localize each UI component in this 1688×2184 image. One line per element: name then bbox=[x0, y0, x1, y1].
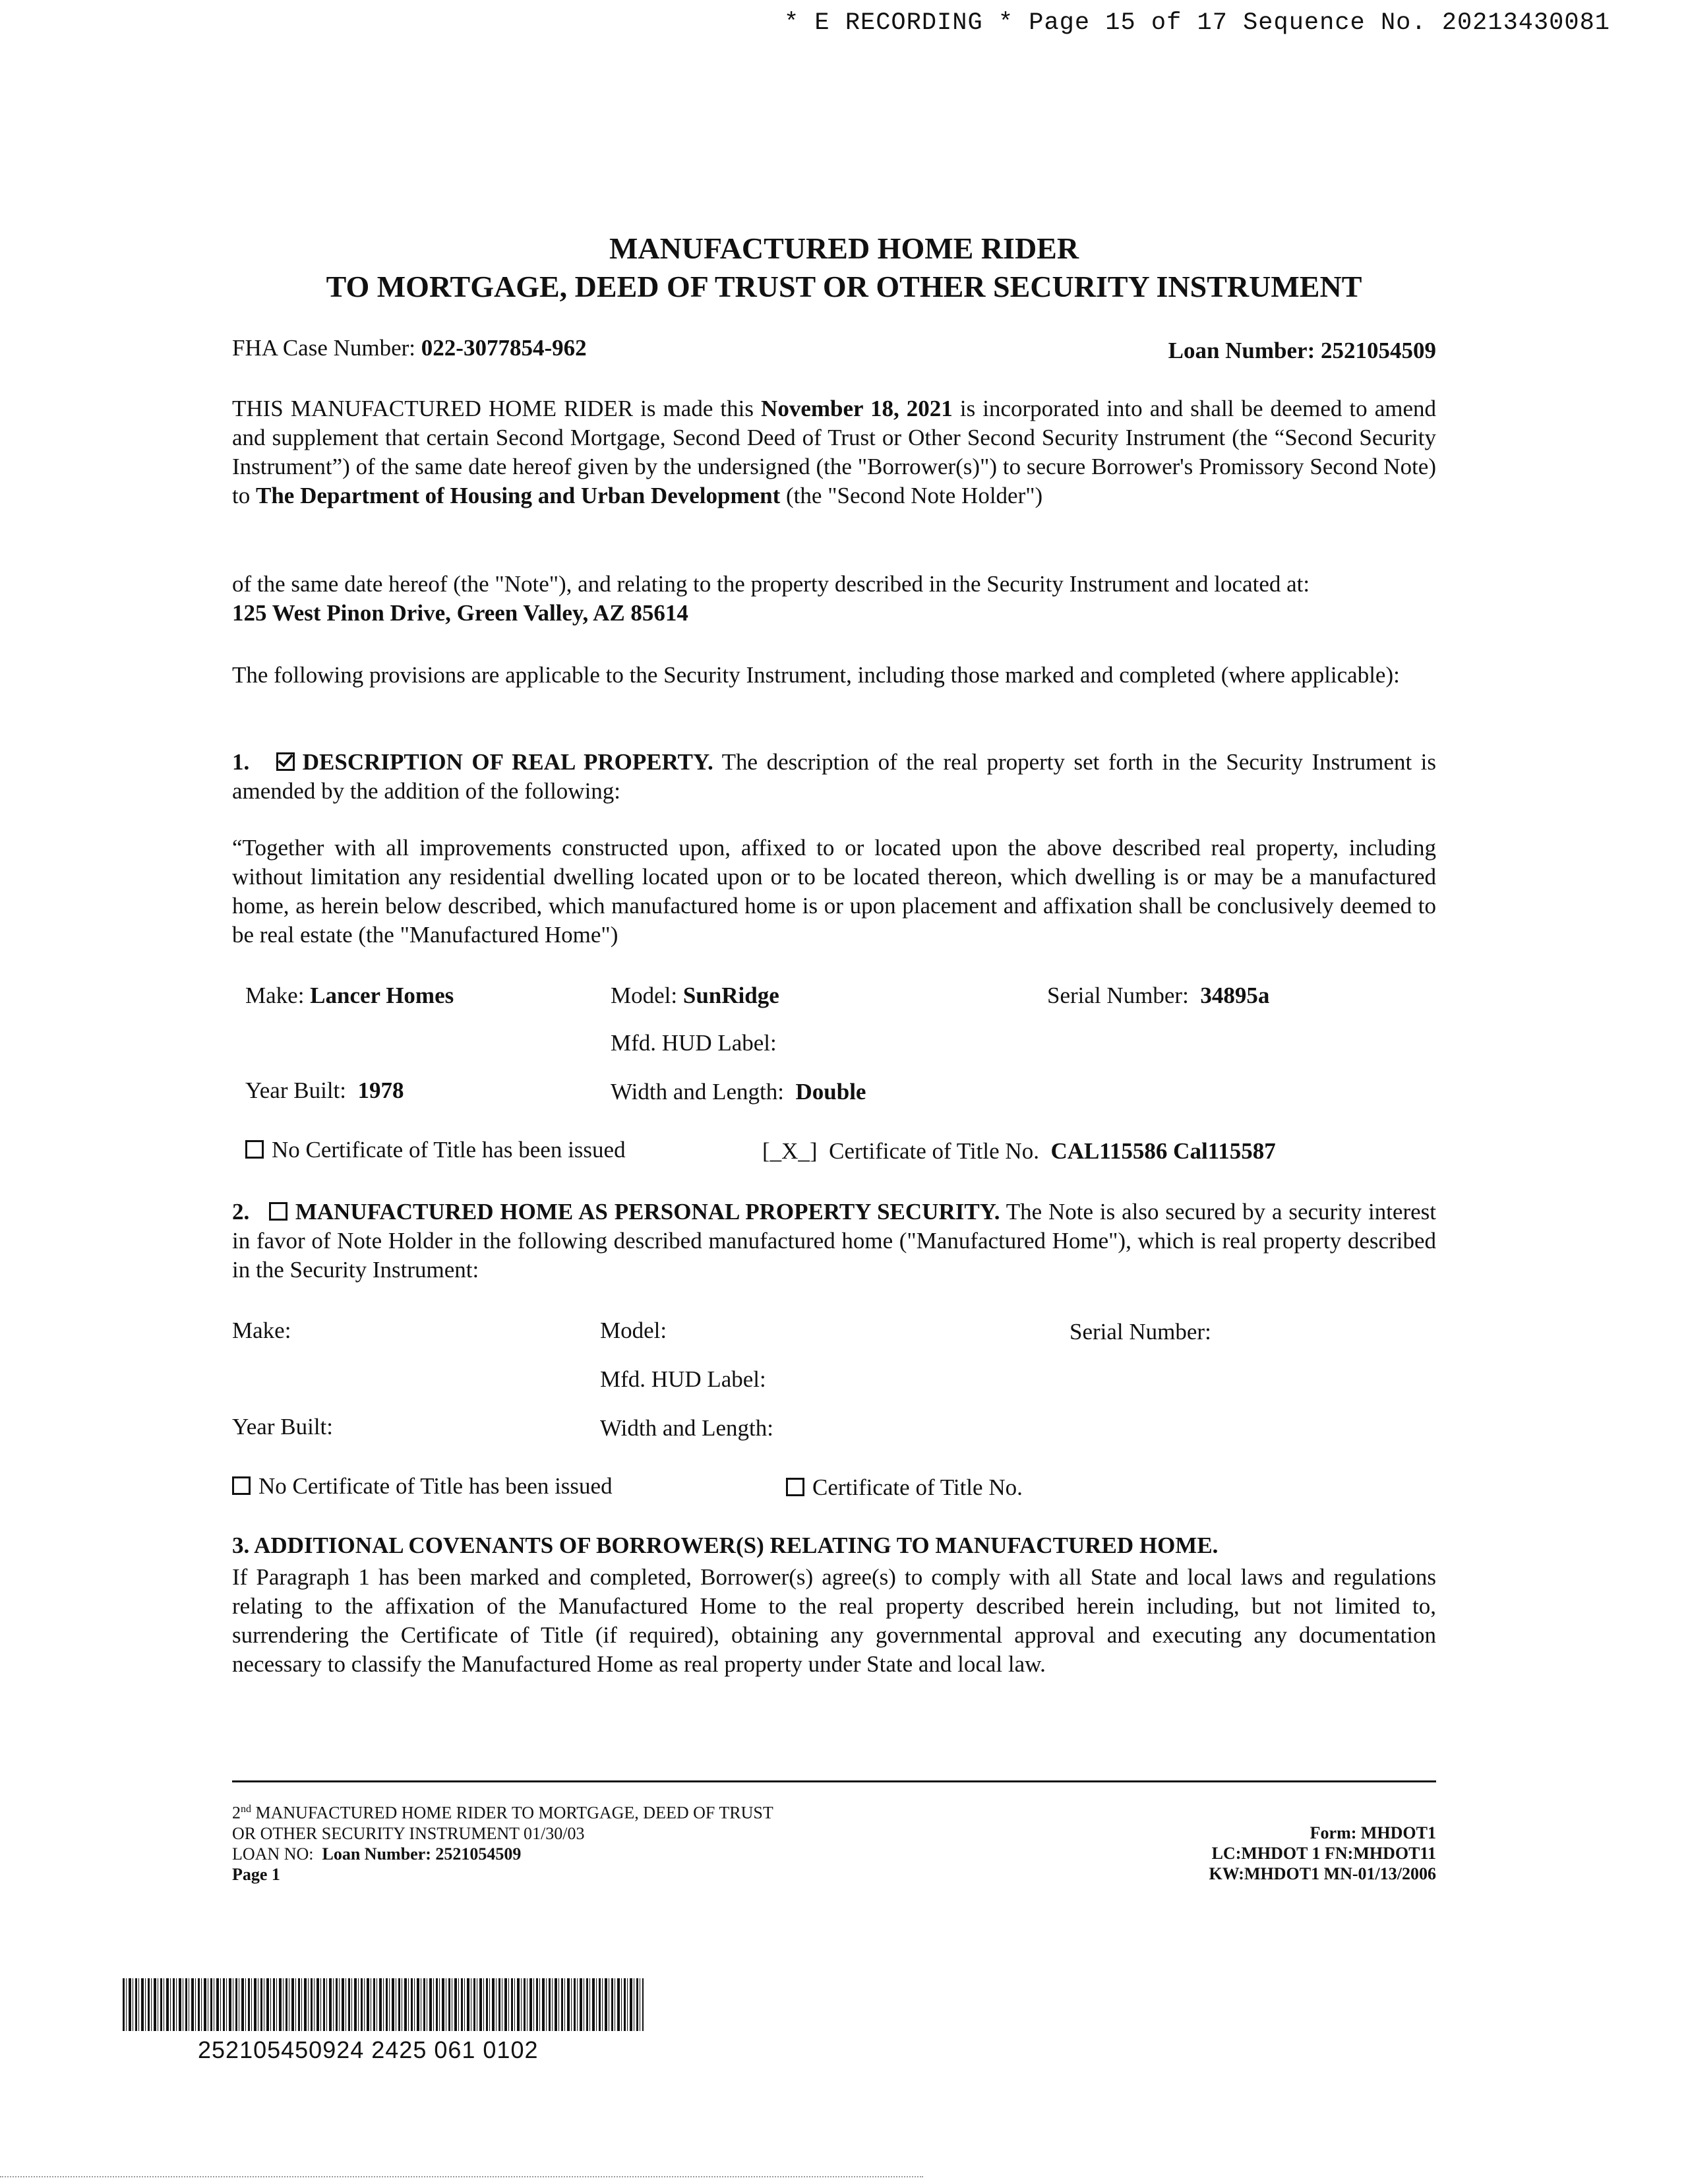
section-1-heading bbox=[232, 748, 1436, 806]
footer-ordinal: 2 bbox=[232, 1803, 241, 1823]
footer-left-line-4: Page 1 bbox=[232, 1864, 280, 1884]
section-1-checkbox-checked-icon bbox=[276, 752, 295, 771]
s1-no-cert bbox=[245, 1137, 626, 1163]
s2-serial-label: Serial Number: bbox=[1070, 1319, 1211, 1345]
footer-loan-value: Loan Number: 2521054509 bbox=[322, 1844, 522, 1864]
footer-right bbox=[1209, 1823, 1436, 1884]
scan-edge-divider bbox=[0, 2176, 923, 2177]
section-3-heading: 3. ADDITIONAL COVENANTS OF BORROWER(S) RELATING TO MANUFACTURED HOME. bbox=[232, 1532, 1219, 1558]
loan-number-label: Loan Number: bbox=[1168, 338, 1315, 363]
s1-width-value: Double bbox=[795, 1079, 866, 1105]
property-text: of the same date hereof (the "Note"), and relating to the property described in the Security Instrument and located at: bbox=[232, 571, 1310, 597]
document-subtitle: TO MORTGAGE, DEED OF TRUST OR OTHER SECURITY INSTRUMENT bbox=[326, 270, 1362, 303]
rider-date: November 18, 2021 bbox=[761, 396, 953, 421]
s1-make-value: Lancer Homes bbox=[310, 983, 454, 1008]
s2-make-label: Make: bbox=[232, 1318, 291, 1343]
footer-left-line-1 bbox=[232, 1799, 773, 1823]
s2-no-cert-label: No Certificate of Title has been issued bbox=[258, 1473, 613, 1499]
section-2-text: The Note is also secured by a security interest in favor of Note Holder in the following described manufactured home ("Manufactured Home"), which is real property described in the Security Instrument: bbox=[232, 1199, 1437, 1283]
s1-year-value: 1978 bbox=[357, 1077, 404, 1103]
s1-hud-label: Mfd. HUD Label: bbox=[611, 1030, 777, 1056]
s1-cert-title bbox=[762, 1138, 1276, 1165]
section-1-number: 1. bbox=[232, 749, 250, 775]
provisions-paragraph: The following provisions are applicable to the Security Instrument, including those marked and completed (where applicable): bbox=[232, 662, 1400, 688]
page-header: * E RECORDING * Page 15 of 17 Sequence No. 20213430081 bbox=[784, 9, 1610, 37]
footer-ordinal-sup: nd bbox=[241, 1804, 251, 1815]
fha-case-number bbox=[232, 335, 587, 361]
s2-width-label: Width and Length: bbox=[600, 1415, 773, 1441]
section-2-title: MANUFACTURED HOME AS PERSONAL PROPERTY SECURITY. bbox=[295, 1199, 1000, 1225]
intro-text-2: is incorporated into and shall be deemed to amend and supplement that certain Second Mortgage, Second Deed of Trust or Other Second Security Instrument (the “Second Security Instrument”) of the same date hereof given by the undersigned (the "Borrower(s)") to secure Borrower's Promissory Second Note) to bbox=[232, 396, 1436, 508]
s1-make-label: Make: bbox=[245, 983, 305, 1008]
s1-serial-value: 34895a bbox=[1200, 983, 1270, 1008]
s1-year bbox=[245, 1077, 404, 1104]
s1-model-label: Model: bbox=[611, 983, 678, 1008]
barcode-icon bbox=[123, 1978, 644, 2031]
s1-serial bbox=[1047, 983, 1269, 1009]
intro-text-1: THIS MANUFACTURED HOME RIDER is made this bbox=[232, 396, 754, 421]
loan-number-value: 2521054509 bbox=[1321, 338, 1436, 363]
loan-number bbox=[1168, 338, 1436, 364]
footer-kw: KW:MHDOT1 MN-01/13/2006 bbox=[1209, 1864, 1436, 1883]
s1-model-value: SunRidge bbox=[682, 983, 779, 1008]
footer-form: Form: MHDOT1 bbox=[1310, 1823, 1436, 1842]
s1-no-cert-checkbox-icon bbox=[245, 1140, 264, 1159]
property-address: 125 West Pinon Drive, Green Valley, AZ 85614 bbox=[232, 600, 688, 626]
s2-no-cert bbox=[232, 1473, 613, 1500]
section-2-number: 2. bbox=[232, 1199, 250, 1225]
s2-hud-label: Mfd. HUD Label: bbox=[600, 1366, 766, 1392]
section-1-title: DESCRIPTION OF REAL PROPERTY. bbox=[302, 749, 713, 775]
document-title: MANUFACTURED HOME RIDER bbox=[609, 231, 1079, 265]
s1-no-cert-label: No Certificate of Title has been issued bbox=[272, 1137, 626, 1163]
s1-cert-label: Certificate of Title No. bbox=[829, 1138, 1039, 1164]
footer-divider bbox=[232, 1780, 1436, 1782]
footer-left-line-2: OR OTHER SECURITY INSTRUMENT 01/30/03 bbox=[232, 1823, 585, 1843]
intro-paragraph bbox=[232, 394, 1436, 510]
footer-lc: LC:MHDOT 1 FN:MHDOT11 bbox=[1211, 1844, 1436, 1863]
s2-cert-title bbox=[786, 1474, 1023, 1501]
fha-case-value: 022-3077854-962 bbox=[421, 335, 587, 361]
section-3-text: If Paragraph 1 has been marked and completed, Borrower(s) agree(s) to comply with all State and local laws and regulations relating to the affixation of the Manufactured Home to the real property described herein including, but not limited to, surrendering the Certificate of Title (if required), obtaining any governmental approval and executing any documentation necessary to classify the Manufactured Home as real property under State and local law. bbox=[232, 1564, 1436, 1677]
s1-make bbox=[245, 983, 454, 1009]
section-1-text: The description of the real property set forth in the Security Instrument is amended by the addition of the following: bbox=[232, 749, 1437, 804]
note-holder: The Department of Housing and Urban Development bbox=[255, 483, 781, 508]
fha-case-label: FHA Case Number: bbox=[232, 335, 416, 361]
s1-cert-mark: [_X_] bbox=[762, 1138, 818, 1164]
barcode-number: 252105450924 2425 061 0102 bbox=[198, 2036, 539, 2063]
s1-model bbox=[611, 983, 779, 1009]
s1-width-label: Width and Length: bbox=[611, 1079, 784, 1105]
s2-cert-checkbox-icon bbox=[786, 1478, 804, 1496]
footer-left bbox=[232, 1799, 773, 1885]
s1-year-label: Year Built: bbox=[245, 1077, 346, 1103]
section-2-checkbox-icon bbox=[269, 1202, 287, 1221]
section-1-quote: “Together with all improvements constructed upon, affixed to or located upon the above described real property, including without limitation any residential dwelling located upon or to be located thereon, which dwelling is or may be a manufactured home, as herein below described, which manufactured home is or upon placement and affixation shall be conclusively deemed to be real estate (the "Manufactured Home") bbox=[232, 835, 1436, 948]
s2-year-label: Year Built: bbox=[232, 1414, 333, 1440]
property-paragraph bbox=[232, 570, 1436, 628]
section-2-heading bbox=[232, 1198, 1436, 1285]
s1-serial-label: Serial Number: bbox=[1047, 983, 1189, 1008]
s1-width-length bbox=[611, 1079, 866, 1105]
footer-left-text-1: MANUFACTURED HOME RIDER TO MORTGAGE, DEED OF TRUST bbox=[255, 1803, 773, 1823]
intro-text-3: (the "Second Note Holder") bbox=[786, 483, 1043, 508]
s1-cert-value: CAL115586 Cal115587 bbox=[1050, 1138, 1276, 1164]
s2-model-label: Model: bbox=[600, 1318, 667, 1343]
s2-no-cert-checkbox-icon bbox=[232, 1476, 251, 1495]
s2-cert-label: Certificate of Title No. bbox=[812, 1474, 1023, 1500]
footer-left-line-3 bbox=[232, 1844, 773, 1864]
footer-loan-label: LOAN NO: bbox=[232, 1844, 314, 1864]
